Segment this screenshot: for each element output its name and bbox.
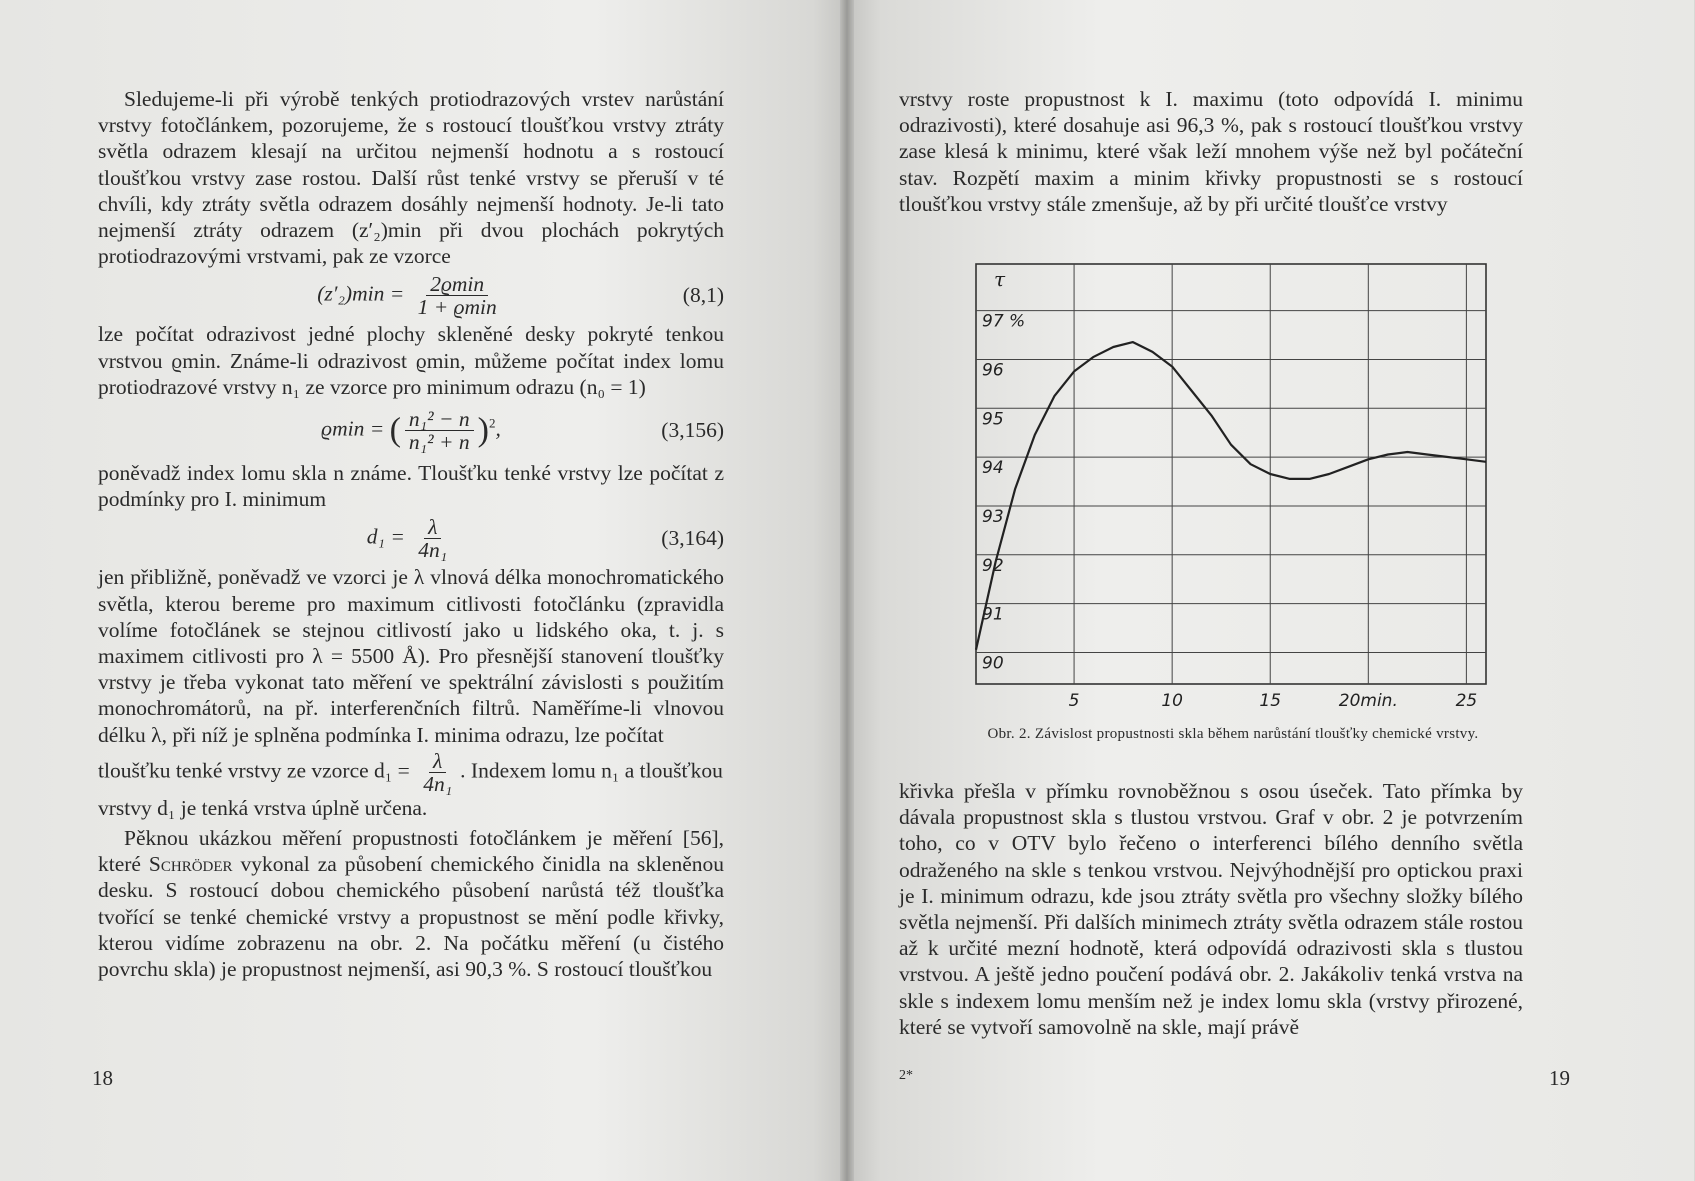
y-axis-label: τ xyxy=(994,267,1006,291)
equation-lhs: ϱmin = xyxy=(321,415,385,440)
left-page xyxy=(0,0,847,1181)
fraction-numerator: λ xyxy=(424,516,441,539)
x-tick-label: 10 xyxy=(1161,691,1183,711)
right-page-text-bottom xyxy=(899,778,1523,1040)
fraction-denominator: 4n₁ xyxy=(418,537,448,562)
figure-2-chart xyxy=(972,262,1492,712)
x-tick-label: 15 xyxy=(1259,691,1282,711)
equation-3-164 xyxy=(98,512,724,564)
author-name: Schröder xyxy=(148,852,233,877)
right-page-text-top xyxy=(899,86,1523,217)
y-tick-label: 93 xyxy=(982,506,1004,527)
x-tick-label: 5 xyxy=(1068,691,1080,711)
page-number: 18 xyxy=(92,1066,113,1090)
signature-mark: 2* xyxy=(899,1068,913,1083)
fraction-numerator: 2ϱmin xyxy=(426,273,488,296)
y-tick-label: 94 xyxy=(982,458,1004,479)
equation-number: (3,156) xyxy=(661,417,724,442)
paragraph: poněvadž index lomu skla n známe. Tloušťku tenké vrstvy lze počítat z podmínky pro I. minimum xyxy=(98,461,724,512)
figure-caption: Obr. 2. Závislost propustnosti skla během narůstání tloušťky chemické vrstvy. xyxy=(987,726,1479,742)
y-tick-label: 90 xyxy=(982,653,1004,674)
equation-number: (3,164) xyxy=(661,526,724,551)
page-number: 19 xyxy=(1549,1066,1570,1090)
equation-lhs: d₁ = xyxy=(366,524,405,549)
equation-number: (8,1) xyxy=(682,283,724,308)
book-gutter xyxy=(840,0,854,1181)
y-tick-label: 97 % xyxy=(982,311,1026,332)
left-page-text xyxy=(98,86,724,982)
y-tick-label: 92 xyxy=(982,555,1004,576)
paragraph: lze počítat odrazivost jedné plochy skleněné desky pokryté tenkou vrstvou ϱmin. Známe-li odrazivost ϱmin, můžeme počítat index lomu protiodrazové vrstvy n₁ ze vzorce pro minimum odrazu (n₀ = 1) xyxy=(98,322,724,399)
equation-3-156: ϱmin = ( $\frac{\text{n₁² − n}}{\text{n₁² + n}}$ )$^2$, (3,156) xyxy=(321,406,724,454)
y-tick-label: 96 xyxy=(982,360,1004,381)
x-tick-label: 25 xyxy=(1455,691,1478,711)
paragraph: vrstvy d₁ je tenká vrstva úplně určena. xyxy=(98,795,428,820)
fraction-denominator: 1 + ϱmin xyxy=(417,294,497,319)
equation-lhs: (z′₂)min = xyxy=(317,281,405,306)
plot-frame xyxy=(976,264,1486,684)
paragraph-inline-formula: tloušťku tenké vrstvy ze vzorce d₁ = $\frac{\lambda}{\text{4n₁}}$ . Indexem lomu n₁ a tloušťkou xyxy=(98,748,723,796)
fraction-denominator: 4n₁ xyxy=(423,771,453,796)
fraction-denominator: n₁² + n xyxy=(408,429,470,454)
fraction-numerator: λ xyxy=(429,750,446,773)
paragraph: jen přibližně, poněvadž ve vzorci je λ vlnová délka monochromatického světla, kterou bereme pro maximum citlivosti fotočlánku (zpravidla volíme fotočlánek se stejnou citlivostí jako u lidského oka, t. j. s maximem citlivosti pro λ = 5500 Å). Pro přesnější stanovení tloušťky vrstvy je třeba vykonat tato měření ve spektrální závislosti s použitím monochromátorů, na př. interferenčních filtrů. Naměříme-li vlnovou délku λ, při níž je splněna podmínka I. minima odrazu, lze počítat xyxy=(98,565,724,747)
exponent: 2 xyxy=(488,414,496,430)
paragraph: Pěknou ukázkou měření propustnosti fotočlánkem je měření [56], které Schröder vykonal za působení chemického činidla na skleněnou desku. S rostoucí dobou chemického působení narůstá též tloušťka tvořící se tenké chemické vrstvy a propustnost se mění podle křivky, kterou vidíme zobrazenu na obr. 2. Na počátku měření (u čistého povrchu skla) je propustnost nejmenší, asi 90,3 %. S rostoucí tloušťkou xyxy=(98,826,725,982)
y-tick-label: 95 xyxy=(982,409,1004,430)
fraction-numerator: n₁² − n xyxy=(405,408,474,431)
paragraph: křivka přešla v přímku rovnoběžnou s osou úseček. Tato přímka by dávala propustnost skla s tlustou vrstvou. Graf v obr. 2 je potvrzením toho, co v OTV bylo řečeno o interferenci bílého denního světla odraženého na skle s tenkou vrstvou. Nejvýhodnější pro optickou praxi je I. minimum odrazu, kde jsou ztráty světla pro všechny složky bílého světla nejmenší. Při dalších minimech ztráty světla odrazem stále rostou až k určité mezní hodnotě, která odpovídá odrazivosti skla s tlustou vrstvou. A ještě jedno poučení podává obr. 2. Jakákoliv tenká vrstva na skle s indexem lomu menším než je index lomu skla (vrstvy přirozené, které se vytvoří samovolně na skle, mají právě xyxy=(899,779,1523,1039)
equation-8-1 xyxy=(98,269,724,321)
paragraph: Sledujeme-li při výrobě tenkých protiodrazových vrstev narůstání vrstvy fotočlánkem, pozorujeme, že s rostoucí tloušťkou vrstvy ztráty světla odrazem klesají na určitou nejmenší hodnotu a s rostoucí tloušťkou vrstvy zase rostou. Další růst tenké vrstvy se přeruší v té chvíli, kdy ztráty světla odrazem dosáhly nejmenší hodnoty. Je-li tato nejmenší ztráty odrazem (z′₂)min při dvou plochách pokrytých protiodrazovými vrstvami, pak ze vzorce xyxy=(98,87,724,269)
y-tick-label: 91 xyxy=(982,604,1004,625)
chart-svg xyxy=(972,262,1492,712)
x-tick-label: 20min. xyxy=(1338,691,1398,711)
paragraph: vrstvy roste propustnost k I. maximu (toto odpovídá I. minimu odrazivosti), které dosahuje asi 96,3 %, pak s rostoucí tloušťkou vrstvy zase klesá k minimu, které však leží mnohem výše než byl počáteční stav. Rozpětí maxim a minim křivky propustnosti se s rostoucí tloušťkou vrstvy stále zmenšuje, až by při určité tloušťce vrstvy xyxy=(899,87,1523,216)
